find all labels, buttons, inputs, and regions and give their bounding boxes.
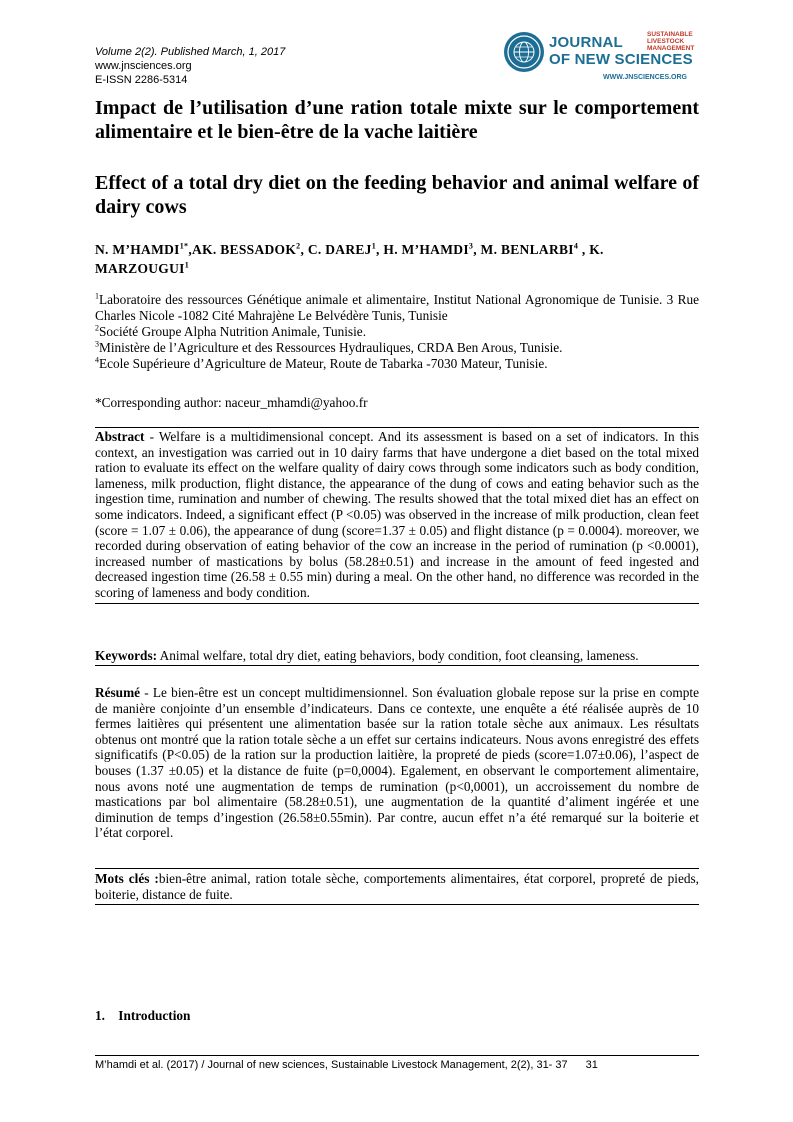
title-french: Impact de l’utilisation d’une ration totale mixte sur le comportement alimentaire et le bien-être de la vache laitière (95, 97, 699, 143)
affiliation-item: $^1$Laboratoire des ressources Génétique animale et alimentaire, Institut National Agronomique de Tunisie. 3 Rue Charles Nicole -1082 Cité Mahrajène Le Belvédère Tunis, Tunisie (95, 291, 699, 323)
motscles-label: Mots clés : (95, 871, 159, 886)
affiliation-item: $^4$Ecole Supérieure d’Agriculture de Mateur, Route de Tabarka -7030 Mateur, Tunisie. (95, 355, 548, 371)
logo-url: WWW.JNSCIENCES.ORG (603, 74, 688, 81)
logo-subtitle: SUSTAINABLE LIVESTOCK MANAGEMENT (647, 31, 695, 52)
abstract-box (95, 427, 699, 604)
volume-line: Volume 2(2). Published March, 1, 2017 (95, 46, 286, 58)
corresponding-author: *Corresponding author: naceur_mhamdi@yahoo.fr (95, 395, 368, 410)
keywords-label: Keywords: (95, 648, 158, 663)
resume-text: - Le bien-être est un concept multidimensionnel. Son évaluation globale repose sur la prise en compte de manière conjointe d’un ensemble d’indicateurs. Dans ce contexte, une enquête a été réalisée auprès de 10 fermes laitières qui présentent une alimentation basée sur la ration totale sèche aux animaux. Les résultats obtenus ont montré que la ration totale sèche a un effet sur certains indicateurs. Nous avons enregistré des effets significatifs (P<0.05) de la ration sur la production laitière, la propreté de pieds (score=1.07±0.06), l’aspect de bouses (1.37 ±0.05) et la distance de fuite (p=0,0004). Egalement, en observant le comportement alimentaire, nous avons noté une augmentation de temps de rumination (p<0,0001), un accroissement du nombre de mastications par bol alimentaire (58.28±0.51), une augmentation de la quantité d’aliment ingérée et une diminution de temps d’ingestion (26.58±0.55min). Par contre, aucun effet n’a été remarqué sur la boiterie et l’état corporel. (95, 685, 699, 841)
logo-line-1: JOURNAL (549, 34, 623, 51)
resume-block (95, 685, 699, 841)
author: ,AK. BESSADOK$^2$ (188, 241, 301, 257)
website-line: www.jnsciences.org (95, 60, 192, 72)
resume-label: Résumé (95, 685, 141, 700)
title-english: Effect of a total dry diet on the feeding behavior and animal welfare of dairy cows (95, 172, 699, 218)
section-heading-introduction: 1. Introduction (95, 1008, 191, 1023)
motscles-text: bien-être animal, ration totale sèche, comportements alimentaires, état corporel, propreté de pieds, boiterie, distance de fuite. (95, 871, 699, 902)
footer-citation: M’hamdi et al. (2017) / Journal of new sciences, Sustainable Livestock Management, 2(2), 31- 37 (95, 1059, 568, 1071)
abstract-text: - Welfare is a multidimensional concept. And its assessment is based on a set of indicators. In this context, an investigation was carried out in 10 dairy farms that have undergone a diet based on the total mixed ration to evaluate its effect on the welfare quality of dairy cows through some indicators such as body condition, lameness, milk production, flight distance, the appearance of the dung of cows and eating behavior such as the ingestion time, rumination and number of chewing. The results showed that the total mixed diet has an effect on some indicators. Indeed, a significant effect (P <0.05) was observed in the increase of milk production, clean feet (score = 1.07 ± 0.06), the appearance of dung (score=1.37 ± 0.05) and flight distance (p = 0.0004). moreover, we recorded during observation of eating behavior of the cow an increase in the period of rumination (p <0.0001), increased number of mastications by bolus (58.28±0.51) and increase in the amount of feed ingested and decreased ingestion time (26.58 ± 0.55 min) during a meal. On the other hand, no difference was recorded in the scoring of lameness and body condition. (95, 429, 699, 600)
affiliations (95, 292, 699, 372)
author: , H. M’HAMDI$^3$ (376, 241, 474, 257)
affiliation-item: $^3$Ministère de l’Agriculture et des Ressources Hydrauliques, CRDA Ben Arous, Tunisie. (95, 339, 563, 355)
author: , M. BENLARBI$^4$ (473, 241, 579, 257)
author: , K. MARZOUGUI$^1$ (95, 242, 604, 276)
journal-header (95, 45, 285, 87)
page-number: 31 (585, 1059, 598, 1071)
keywords-text: Animal welfare, total dry diet, eating behaviors, body condition, foot cleansing, lameness. (157, 648, 639, 663)
journal-logo (503, 31, 703, 86)
author-list (95, 240, 699, 278)
issn-line: E-ISSN 2286-5314 (95, 74, 188, 86)
abstract-label: Abstract (95, 429, 145, 444)
logo-line-2: OF NEW SCIENCES (549, 51, 693, 68)
globe-seal-icon (503, 31, 545, 73)
affiliation-item: $^2$Société Groupe Alpha Nutrition Animale, Tunisie. (95, 323, 367, 339)
motscles-box (95, 868, 699, 905)
page-footer (95, 1055, 699, 1071)
keywords-box (95, 647, 699, 666)
author: N. $M’HAMDI^{1*}$ (95, 241, 189, 257)
author: , C. DAREJ$^1$ (300, 241, 377, 257)
